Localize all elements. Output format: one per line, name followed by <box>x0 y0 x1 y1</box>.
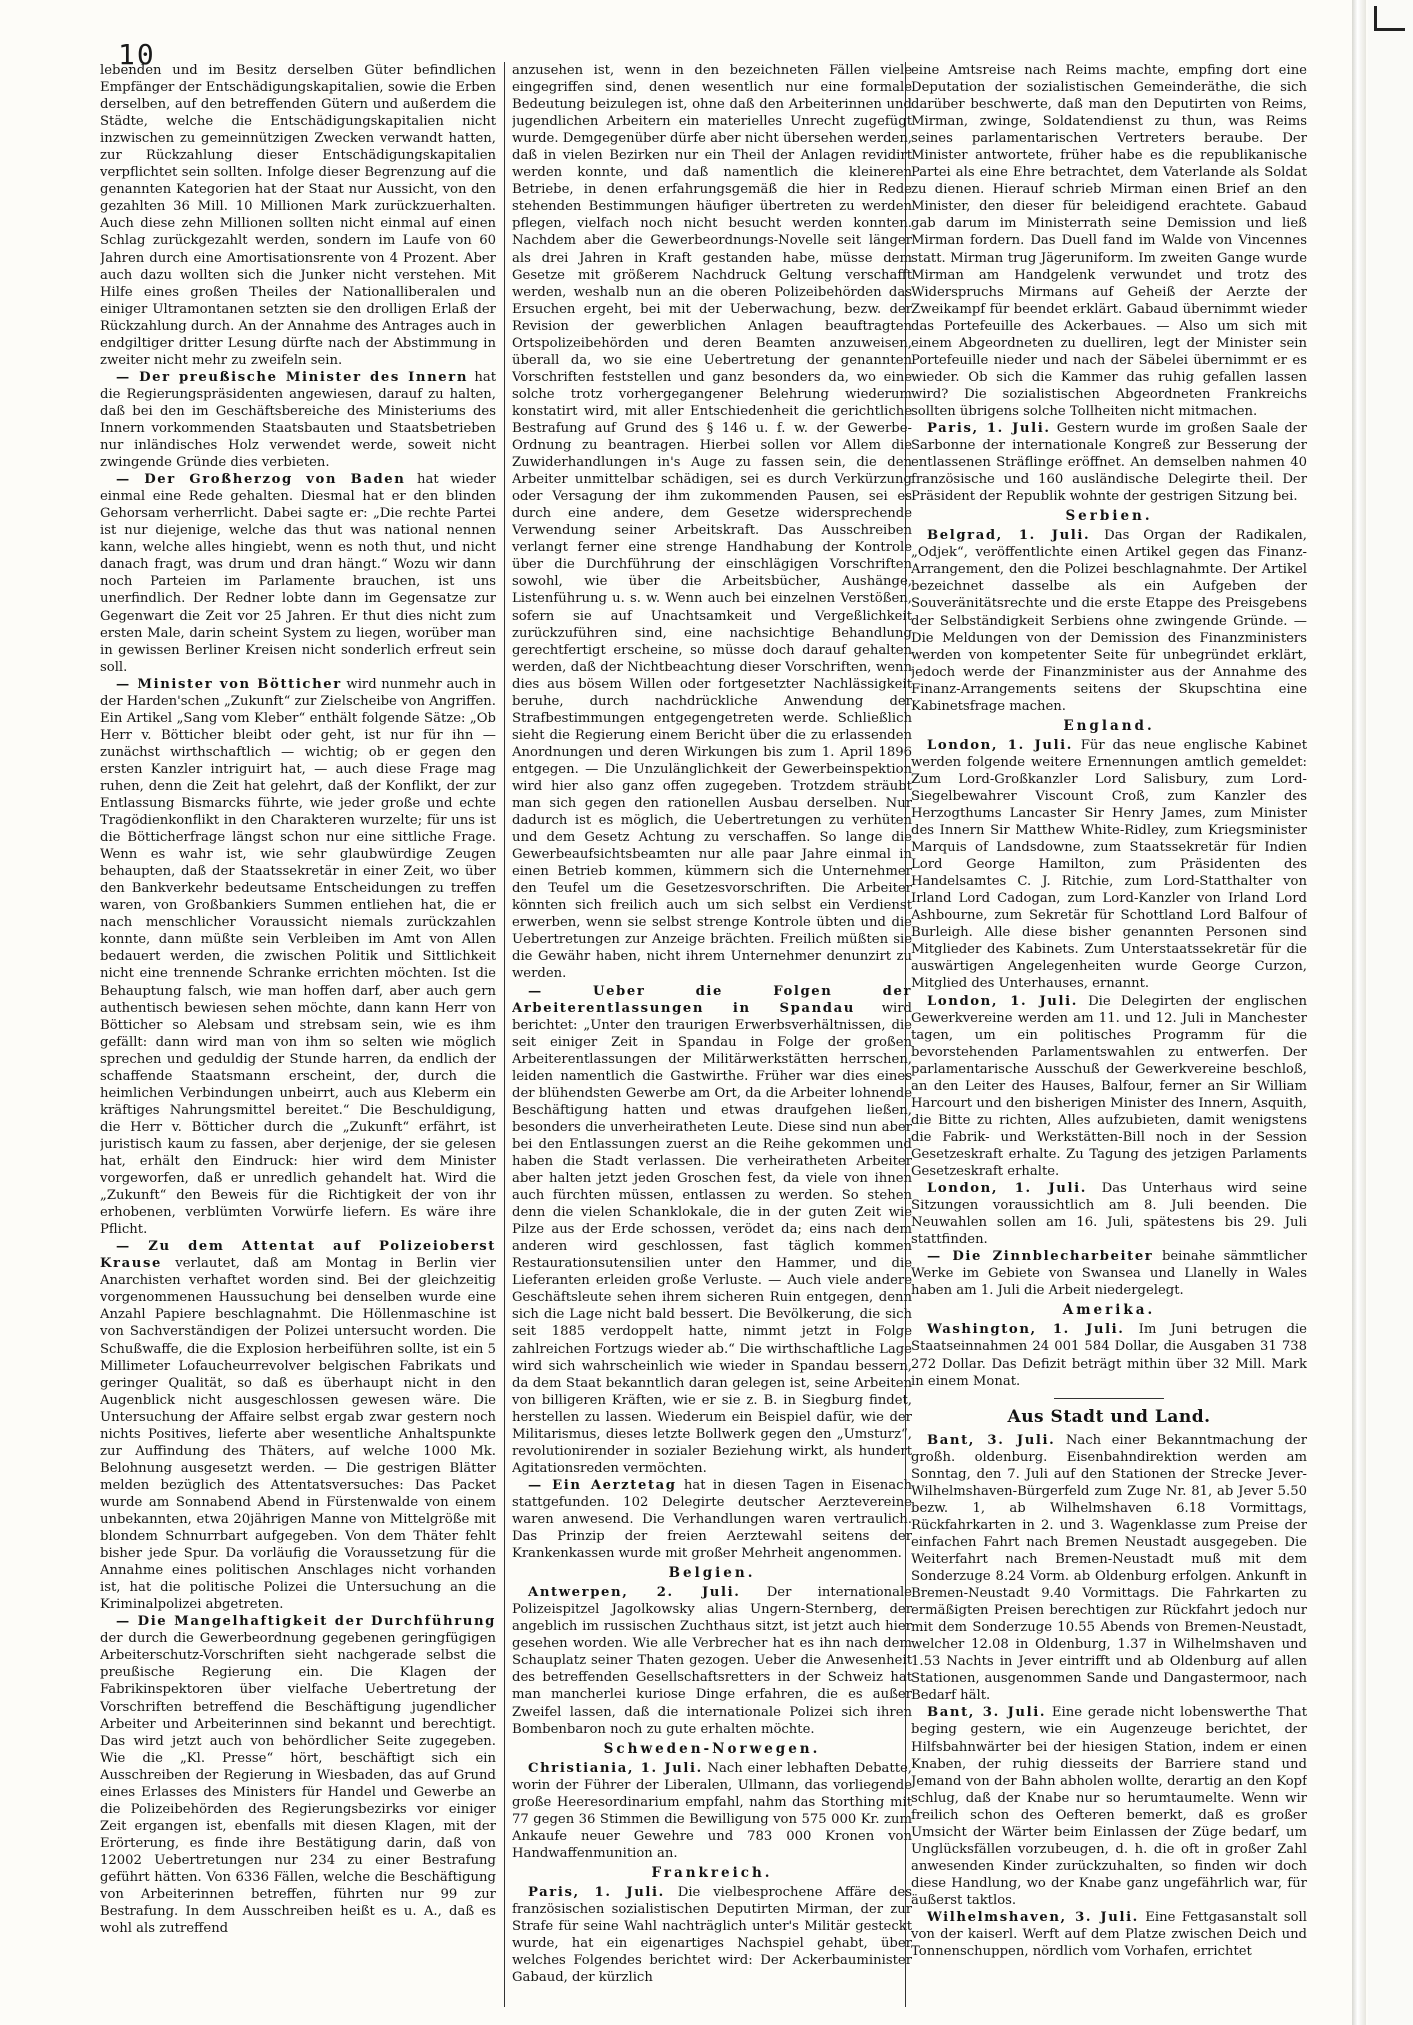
paragraph-lead: Belgrad, 1. Juli. <box>927 528 1091 544</box>
paragraph-text: der durch die Gewerbeordnung gegebenen geringfügigen Arbeiterschutz-Vorschriften sieht nachgerade selbst die preußische Regierung ein. Die Klagen der Fabrikinspektoren über vielfache Uebertretung der Vorschriften betreffend die Beschäftigung jugendlicher Arbeiter und Arbeiterinnen sind bekannt und berechtigt. Das wird jetzt auch von behördlicher Seite zugegeben. Wie die „Kl. Presse“ hört, beschäftigt sich ein Ausschreiben der Regierung in Wiesbaden, das auf Grund eines Erlasses des Ministers für Handel und Gewerbe an die Polizeibehörden des Regierungsbezirks vor einiger Zeit ergangen ist, ebenfalls mit diesen Klagen, mit der Erörterung, es finde ihre Bestätigung darin, daß von 12002 Uebertretungen nur 234 zu einer Bestrafung geführt hätten. Von 6336 Fällen, welche die Beschäftigung von Arbeiterinnen betreffen, führten nur 99 zur Bestrafung. In dem Ausschreiben heißt es u. A., daß es wohl als zutreffend <box>100 1631 496 1937</box>
paragraph-lead: Bant, 3. Juli. <box>927 1432 1056 1448</box>
paragraph-text: wird nunmehr auch in der Harden'schen „Zukunft“ zur Zielscheibe von Angriffen. Ein Artikel „Sang vom Kleber“ enthält folgende Sätze: „Ob Herr v. Bötticher bleibt oder geht, ist nur für ihn — zunächst wirthschaftlich — wichtig; ob er gegen den ersten Kanzler intriguirt hat, — auch diese Frage mag ruhen, denn die Zeit hat gelehrt, daß der Konflikt, der zur Entlassung Bismarcks führte, wie jeder große und echte Tragödienkonflikt in den Charakteren wurzelte; für uns ist die Bötticherfrage längst schon nur eine sittliche Frage. Wenn es wahr ist, wie sehr glaubwürdige Zeugen behaupten, daß der Staatssekretär in einer Zeit, wo über den Bankverkehr bedeutsame Entscheidungen zu treffen waren, von Großbankiers Summen entliehen hat, die er nach menschlicher Voraussicht niemals zurückzahlen konnte, dann müßte sein Verbleiben im Amt von Allen bedauert werden, die zwischen Politik und Sittlichkeit nicht eine trennende Schranke errichten möchten. Ist die Behauptung falsch, wie man hoffen darf, aber auch gern authentisch bewiesen sehen möchte, dann kann Herr von Bötticher so Alebsam und strebsam sein, wie es ihm gefällt: dann wird man von ihm so selten wie möglich sprechen und geduldig der Stunde harren, da endlich der schaffende Staatsmann erscheint, der, durch die heimlichen Verbindungen unbeirrt, auch aus Kleberm ein kräftiges Nahrungsmittel bereitet.“ Die Beschuldigung, die Herr v. Bötticher durch die „Zukunft“ erfährt, ist juristisch kaum zu fassen, aber derjenige, der sie gelesen hat, erhält den Eindruck: hier wird dem Minister vorgeworfen, daß er unredlich gehandelt hat. Wird die „Zukunft“ den Beweis für die Richtigkeit der von ihr erhobenen, verblümten Vorwürfe liefern. Es wäre ihre Pflicht. <box>100 676 496 1238</box>
article-paragraph <box>911 1321 1307 1389</box>
paragraph-lead: Antwerpen, 2. Juli. <box>528 1585 741 1601</box>
paragraph-text: Nach einer Bekanntmachung der großh. oldenburg. Eisenbahndirektion werden am Sonntag, den 7. Juli auf den Stationen der Strecke Jever-Wilhelmshaven-Bürgerfeld zum Zuge Nr. 81, ab Jever 5.50 bezw. 1, ab Wilhelmshaven 6.18 Vormittags, Rückfahrkarten in 2. und 3. Wagenklasse zum Preise der einfachen Fahrt nach Bremen Neustadt ausgegeben. Die Weiterfahrt nach Bremen-Neustadt muß mit dem Sonderzuge 8.24 Vorm. ab Oldenburg erfolgen. Ankunft in Bremen-Neustadt 9.40 Vormittags. Die Fahrkarten zu ermäßigten Preisen berechtigen zur Rückfahrt jedoch nur mit dem Sonderzuge 10.55 Abends von Bremen-Neustadt, welcher 12.08 in Oldenburg, 1.37 in Wilhelmshaven und 1.53 Nachts in Jever eintrifft und ab Oldenburg auf allen Stationen, ausgenommen Sande und Dangastermoor, nach Bedarf hält. <box>911 1432 1307 1704</box>
article-paragraph <box>512 62 912 983</box>
paragraph-text: hat die Regierungspräsidenten angewiesen, darauf zu halten, daß bei den im Geschäftsbereiche des Ministeriums des Innern vorkommenden Staatsbauten und Staatsbetrieben nur inländisches Holz verwendet werde, soweit nicht zwingende Gründe dies verbieten. <box>100 369 496 471</box>
country-heading: Frankreich. <box>651 1864 773 1881</box>
article-paragraph <box>911 993 1307 1181</box>
paragraph-text: verlautet, daß am Montag in Berlin vier Anarchisten verhaftet worden sind. Bei der gleichzeitig vorgenommenen Haussuchung bei denselben wurde eine Anzahl Papiere beschlagnahmt. Die Höllenmaschine ist von Sachverständigen der Polizei untersucht worden. Die Schußwaffe, die die Explosion herbeiführen sollte, ist ein 5 Millimeter Lofaucheurrevolver belgischen Fabrikats und geringer Qualität, so daß es überhaupt nicht in den Augenblick nicht ausgeschlossen gewesen wäre. Die Untersuchung der Affaire selbst ergab zwar gestern noch nichts Positives, lieferte aber wesentliche Anhaltspunkte zur Auffindung des Thäters, auf welche 1000 Mk. Belohnung ausgesetzt werden. — Die gestrigen Blätter melden bezüglich des Attentatsversuches: Das Packet wurde am Sonnabend Abend in Fürstenwalde von einem unbekannten, etwa 20jährigen Manne von Mittelgröße mit blondem Schnurrbart aufgegeben. Von dem Thäter fehlt bisher jede Spur. Da vorläufig die Voraussetzung für die Annahme eines politischen Anschlages nicht vorhanden ist, hat die politische Polizei die Untersuchung an die Kriminalpolizei abgetreten. <box>100 1256 496 1613</box>
section-heading: Aus Stadt und Land. <box>1007 1406 1211 1427</box>
article-paragraph <box>911 1432 1307 1705</box>
page-edge-shadow <box>1352 0 1366 2025</box>
column-rule <box>504 62 505 2007</box>
paragraph-lead: Bant, 3. Juli. <box>927 1705 1047 1721</box>
article-paragraph <box>512 983 912 1477</box>
paragraph-lead: Christiania, 1. Juli. <box>528 1760 703 1776</box>
paragraph-lead: — Zu dem Attentat auf Polizeioberst Krause <box>100 1239 496 1272</box>
paragraph-text: Im Juni betrugen die Staatseinnahmen 24 001 584 Dollar, die Ausgaben 31 738 272 Dollar. Das Defizit beträgt mithin über 32 Mill. Mark in einem Monat. <box>911 1322 1307 1389</box>
paragraph-lead: — Der Großherzog von Baden <box>116 472 406 488</box>
country-heading: Belgien. <box>668 1565 756 1582</box>
section-divider <box>1054 1398 1164 1399</box>
paragraph-lead: — Die Mangelhaftigkeit der Durchführung <box>116 1614 496 1630</box>
article-paragraph <box>911 1909 1307 1960</box>
paragraph-lead: Washington, 1. Juli. <box>927 1322 1125 1338</box>
paragraph-lead: — Ein Aerztetag <box>528 1477 677 1493</box>
paragraph-text: hat wieder einmal eine Rede gehalten. Diesmal hat er den blinden Gehorsam verherrlicht. Dabei sagte er: „Die rechte Partei ist nur diejenige, welche das thut was national nennen kann, welche alles hingiebt, wenn es noth thut, und nicht danach fragt, was drum und dran hängt.“ Wozu wir dann noch Parteien im Parlamente brauchen, ist uns unerfindlich. Der Redner lobte dann im Gegensatze zur Gegenwart die Zeit vor 25 Jahren. Er thut dies nicht zum ersten Male, darin scheint System zu liegen, worüber man in gewissen Berliner Kreisen nicht sonderlich erfreut sein soll. <box>100 472 496 675</box>
paragraph-text: Eine Fettgasanstalt soll von der kaiserl. Werft auf dem Platze zwischen Deich und Tonnenschuppen, nördlich vom Vorhafen, errichtet <box>911 1909 1307 1960</box>
article-paragraph <box>100 676 496 1239</box>
paragraph-lead: — Minister von Bötticher <box>116 676 342 692</box>
paragraph-lead: — Ueber die Folgen der Arbeiterentlassungen in Spandau <box>512 983 912 1016</box>
article-paragraph <box>100 471 496 676</box>
paragraph-text: Eine gerade nicht lobenswerthe That beging gestern, wie ein Augenzeuge berichtet, der Hilfsbahnwärter bei der hiesigen Station, indem er einen Knaben, der ruhig diesseits der Barriere stand und Jemand von der Bahn abholen wollte, derartig an den Kopf schlug, daß der Knabe nur so herumtaumelte. Wenn wir freilich schon des Oefteren bemerkt, daß es großer Umsicht der Wärter beim Einlassen der Züge bedarf, um Unglücksfällen vorzubeugen, d. h. die oft in großer Zahl anwesenden Kinder zurückzuhalten, so finden wir doch diese Handlung, wo der Knabe ganz ungefährlich war, für äußerst taktlos. <box>911 1705 1307 1908</box>
article-paragraph <box>100 1613 496 1937</box>
scan-corner-mark <box>1374 6 1405 31</box>
paragraph-text: wird berichtet: „Unter den traurigen Erwerbsverhältnissen, die seit einiger Zeit in Spandau in Folge der großen Arbeiterentlassungen der Militärwerkstätten herrschen, leiden namentlich die Gastwirthe. Früher war dies eines der blühendsten Gewerbe am Ort, da die Arbeiter lohnende Beschäftigung hatten und etwas draufgehen ließen, besonders die unverheiratheten Leute. Diese sind nun aber bei den Entlassungen zuerst an die Reihe gekommen und haben die Stadt verlassen. Die verheiratheten Arbeiter aber halten jetzt jeden Groschen fest, da viele von ihnen auch fürchten müssen, entlassen zu werden. So stehen denn die vielen Schanklokale, die in der guten Zeit wie Pilze aus der Erde schossen, verödet da; eins nach dem anderen wird geschlossen, fast täglich kommen Restaurationsutensilien unter den Hammer, und die Lieferanten erleiden große Verluste. — Auch viele andere Geschäftsleute sehen ihrem sicheren Ruin entgegen, denn sich die Lage nicht bald bessert. Die Bevölkerung, die sich seit 1885 verdoppelt hatte, nimmt jetzt in Folge zahlreichen Fortzugs wieder ab.“ Die wirthschaftliche Lage wird sich wahrscheinlich wie wieder in Spandau bessern, da dem Staat bekanntlich daran gelegen ist, seine Arbeiten von billigeren Kräften, wie er sie z. B. in Siegburg findet, herstellen zu lassen. Wiederum ein Beispiel dafür, wie der Militarismus, dieses letzte Bollwerk gegen den „Umsturz“, revolutionirender in sozialer Beziehung wirkt, als hundert Agitationsreden vermöchten. <box>512 1000 912 1476</box>
article-paragraph <box>512 1884 912 1986</box>
article-paragraph <box>911 527 1307 715</box>
paragraph-text: Das Organ der Radikalen, „Odjek“, veröffentlichte einen Artikel gegen das Finanz-Arrangement, den die Polizei beschlagnahmte. Der Artikel bezeichnet dasselbe als ein Aufgeben der Souveränitätsrechte und die erste Etappe des Preisgebens der Selbständigkeit Serbiens ohne zwingende Gründe. — Die Meldungen von der Demission des Finanzministers werden von kompetenter Seite für unbegründet erklärt, jedoch werde der Finanzminister aus der Annahme des Finanz-Arrangements seitens der Skupschtina eine Kabinetsfrage machen. <box>911 528 1307 714</box>
article-paragraph <box>512 1760 912 1862</box>
paragraph-text: Die vielbesprochene Affäre des französischen sozialistischen Deputirten Mirman, der zur Strafe für seine Wahl nachträglich unter's Militär gesteckt wurde, hat ein eigenartiges Nachspiel gehabt, über welches Folgendes berichtet wird: Der Ackerbauminister Gabaud, der kürzlich <box>512 1884 912 1986</box>
paragraph-lead: London, 1. Juli. <box>927 1181 1087 1197</box>
paragraph-text: beinahe sämmtlicher Werke im Gebiete von Swansea und Llanelly in Wales haben am 1. Juli die Arbeit niedergelegt. <box>911 1249 1307 1299</box>
paragraph-lead: Paris, 1. Juli. <box>927 420 1051 436</box>
country-heading: Amerika. <box>1062 1302 1156 1319</box>
country-heading: Serbien. <box>1065 508 1153 525</box>
paragraph-lead: Wilhelmshaven, 3. Juli. <box>927 1909 1139 1925</box>
paragraph-text: Der internationale Polizeispitzel Jagolkowsky alias Ungern-Sternberg, der angeblich im russischen Zuchthaus sitzt, ist jetzt auch hier gesehen worden. Wie alle Verbrecher hat es ihn nach dem Schauplatz seiner Thaten gezogen. Ueber die Anwesenheit des betreffenden Gesellschaftsretters in der Schweiz hat man mancherlei kuriose Dinge erfahren, die es außer Zweifel lassen, daß die internationale Polizei sich ihren Bombenbaron noch zu gute erhalten möchte. <box>512 1585 912 1737</box>
paragraph-text: anzusehen ist, wenn in den bezeichneten Fällen viele eingegriffen sind, denen wesentlich nur eine formale Bedeutung beizulegen ist, ohne daß den Arbeiterinnen und jugendlichen Arbeitern ein materielles Unrecht zugefügt wurde. Demgegenüber dürfe aber nicht übersehen werden, daß in vielen Bezirken nur ein Theil der Anlagen revidirt werden konnte, und daß namentlich die kleineren Betriebe, in denen erfahrungsgemäß die hier in Rede stehenden Bestimmungen häufiger übertreten zu werden pflegen, vielfach noch nicht besucht werden konnten. Nachdem aber die Gewerbeordnungs-Novelle seit länger als drei Jahren in Kraft gestanden habe, müsse dem Gesetze mit größerem Nachdruck Geltung verschafft werden, weshalb nun an die oberen Polizeibehörden das Ersuchen ergeht, bei mit der Ueberwachung, bezw. der Revision der gewerblichen Anlagen beauftragten Ortspolizeibehörden und deren Beamten anzuweisen, überall da, wo sie eine Uebertretung der genannten Vorschriften feststellen und ganz besonders da, wo eine solche trotz vorhergegangener Belehrung wiederum konstatirt wird, mit aller Entschiedenheit die gerichtliche Bestrafung auf Grund des § 146 u. f. w. der Gewerbe-Ordnung zu beantragen. Hierbei sollen vor Allem die Zuwiderhandlungen in's Auge zu fassen sein, die den Arbeiter unmittelbar schädigen, sei es durch Verkürzung oder Versagung der ihm zukommenden Pausen, sei es durch eine andere, dem Gesetze widersprechende Verwendung seiner Arbeitskraft. Das Ausschreiben verlangt ferner eine strenge Handhabung der Kontrole über die Durchführung der einschlägigen Vorschriften sowohl, wie über die Arbeitsbücher, Aushänge, Listenführung u. s. w. Wenn auch bei einzelnen Verstößen, sofern sie auf Unachtsamkeit und Vergeßlichkeit zurückzuführen sind, eine nachsichtige Behandlung gerechtfertigt erscheine, so müsse doch darauf gehalten werden, daß der Nichtbeachtung dieser Vorschriften, wenn dies aus bösem Willen oder fortgesetzter Nachlässigkeit beruhe, durch nachdrückliche Anwendung der Strafbestimmungen entgegengetreten werde. Schließlich sieht die Regierung einem Bericht über die zu erlassenden Anordnungen und deren Wirkungen bis zum 1. April 1896 entgegen. — Die Unzulänglichkeit der Gewerbeinspektion wird hier also ganz offen zugegeben. Trotzdem sträubt man sich gegen den rationellen Ausbau derselben. Nur dadurch ist es möglich, die Uebertretungen zu verhüten und dem Gesetz Achtung zu verschaffen. So lange die Gewerbeaufsichtsbeamten nur alle paar Jahre einmal in einen Betrieb kommen, kümmern sich die Unternehmer den Teufel um die Gesetzesvorschriften. Die Arbeiter könnten sich freilich auch um sich selbst ein Verdienst erwerben, wenn sie selbst strenge Kontrole übten und die Uebertretungen zur Anzeige brächten. Freilich müßten sie die Gewähr haben, nicht ihrem Unternehmer denunzirt zu werden. <box>512 63 912 982</box>
page-number: 10 <box>118 38 156 71</box>
column-2 <box>512 62 912 2007</box>
country-heading: England. <box>1063 717 1155 734</box>
article-paragraph <box>512 1477 912 1562</box>
paragraph-text: Nach einer lebhaften Debatte, worin der Führer der Liberalen, Ullmann, das vorliegende große Heeresordinarium empfahl, nahm das Storthing mit 77 gegen 36 Stimmen die Bewilligung von 575 000 Kr. zum Ankaufe neuer Gewehre und 783 000 Kronen von Handwaffenmunition an. <box>512 1760 912 1861</box>
article-paragraph <box>911 62 1307 420</box>
paragraph-lead: — Die Zinnblecharbeiter <box>927 1249 1154 1265</box>
paragraph-text: Die Delegirten der englischen Gewerkvereine werden am 11. und 12. Juli in Manchester tagen, um ein politisches Programm für die bevorstehenden Parlamentswahlen zu entwerfen. Der parlamentarische Ausschuß der Gewerkvereine beschloß, an den Leiter des Hauses, Balfour, ferner an Sir William Harcourt und den bisherigen Minister des Innern, Asquith, die Bitte zu richten, Alles aufzubieten, damit wenigstens die Fabrik- und Werkstätten-Bill noch in der Session Gesetzeskraft erhalte. Zu Tagung des jetzigen Parlaments Gesetzeskraft erhalte. <box>911 993 1307 1179</box>
scan-margin <box>1368 0 1413 2025</box>
paragraph-text: Gestern wurde im großen Saale der Sarbonne der internationale Kongreß zur Besserung der entlassenen Sträflinge eröffnet. An demselben nahmen 40 französische und 160 ausländische Delegirte theil. Der Präsident der Republik wohnte der gestrigen Sitzung bei. <box>911 420 1307 505</box>
article-paragraph <box>911 737 1307 993</box>
article-paragraph <box>911 1248 1307 1299</box>
paragraph-text: eine Amtsreise nach Reims machte, empfing dort eine Deputation der sozialistischen Gemeinderäthe, die sich darüber beschwerte, daß man den Deputirten von Reims, Mirman, zwinge, Soldatendienst zu thun, was Reims seines parlamentarischen Vertreters beraube. Der Minister antwortete, früher habe es die republikanische Partei als eine Ehre betrachtet, dem Vaterlande als Soldat zu dienen. Hierauf schrieb Mirman einen Brief an den Minister, den dieser für beleidigend erachtete. Gabaud gab darum im Ministerrath seine Demission und ließ Mirman fordern. Das Duell fand im Walde von Vincennes statt. Mirman trug Jägeruniform. Im zweiten Gange wurde Mirman am Handgelenk verwundet und trotz des Widerspruchs Mirmans auf Geheiß der Aerzte der Zweikampf für beendet erklärt. Gabaud übernimmt wieder das Portefeuille des Ackerbaues. — Also um sich mit einem Abgeordneten zu duelliren, legt der Minister sein Portefeuille nieder und nach der Säbelei übernimmt er es wieder. Ob sich die Kammer das ruhig gefallen lassen wird? Die sozialistischen Abgeordneten Frankreichs sollten übrigens solche Tollheiten nicht mitmachen. <box>911 63 1307 419</box>
column-1 <box>100 62 496 2007</box>
paragraph-text: Für das neue englische Kabinet werden folgende weitere Ernennungen amtlich gemeldet: Zum Lord-Großkanzler Lord Salisbury, zum Lord-Siegelbewahrer Viscount Croß, zum Kanzler des Herzogthums Lancaster Sir Henry James, zum Minister des Innern Sir Matthew White-Ridley, zum Kriegsminister Marquis of Landsdowne, zum Staatssekretär für Indien Lord George Hamilton, zum Präsidenten des Handelsamtes C. J. Ritchie, zum Lord-Statthalter von Irland Lord Cadogan, zum Lord-Kanzler von Irland Lord Ashbourne, zum Sekretär für Schottland Lord Balfour of Burleigh. Alle diese bisher genannten Personen sind Mitglieder des Kabinets. Zum Unterstaatssekretär für die auswärtigen Angelegenheiten wurde George Curzon, Mitglied des Unterhauses, ernannt. <box>911 737 1307 992</box>
article-paragraph <box>911 1180 1307 1248</box>
paragraph-text: Das Unterhaus wird seine Sitzungen voraussichtlich am 8. Juli beenden. Die Neuwahlen sollen am 16. Juli, spätestens bis 29. Juli stattfinden. <box>911 1181 1307 1248</box>
article-paragraph <box>512 1584 912 1737</box>
country-heading: Schweden-Norwegen. <box>603 1740 821 1757</box>
paragraph-lead: — Der preußische Minister des Innern <box>116 369 469 385</box>
article-paragraph <box>100 1238 496 1613</box>
paragraph-lead: Paris, 1. Juli. <box>528 1884 665 1900</box>
article-paragraph <box>911 420 1307 505</box>
paragraph-lead: London, 1. Juli. <box>927 737 1073 753</box>
paragraph-text: hat in diesen Tagen in Eisenach stattgefunden. 102 Delegirte deutscher Aerztevereine waren anwesend. Die Verhandlungen waren vertraulich. Das Prinzip der freien Aerztewahl seitens der Krankenkassen wurde mit großer Mehrheit angenommen. <box>512 1477 912 1562</box>
column-3 <box>911 62 1307 2007</box>
paragraph-lead: London, 1. Juli. <box>927 993 1078 1009</box>
article-paragraph <box>100 369 496 471</box>
article-paragraph <box>911 1704 1307 1909</box>
article-paragraph <box>100 62 496 369</box>
paragraph-text: lebenden und im Besitz derselben Güter befindlichen Empfänger der Entschädigungskapitalien, sowie die Erben derselben, auf den betreffenden Gütern und außerdem die Städte, welche die Entschädigungskapitalien nicht inzwischen zu gemeinnützigen Zwecken verwandt hatten, zur Rückzahlung dieser Entschädigungskapitalien verpflichtet sein sollten. Infolge dieser Begrenzung auf die genannten Kategorien hat der Staat nur Aussicht, von den gezahlten 36 Mill. 10 Millionen Mark zurückzuerhalten. Auch diese zehn Millionen sollten nicht einmal auf einen Schlag zurückgezahlt werden, sondern im Laufe von 60 Jahren durch eine Amortisationsrente von 4 Prozent. Aber auch dazu wollten sich die Junker nicht verstehen. Mit Hilfe eines großen Theiles der Nationalliberalen und einiger Ultramontanen setzten sie den drolligen Erlaß der Rückzahlung durch. An der Annahme des Antrages auch in endgiltiger dritter Lesung dürfte nach der Abstimmung in zweiter nicht mehr zu zweifeln sein. <box>100 63 496 368</box>
